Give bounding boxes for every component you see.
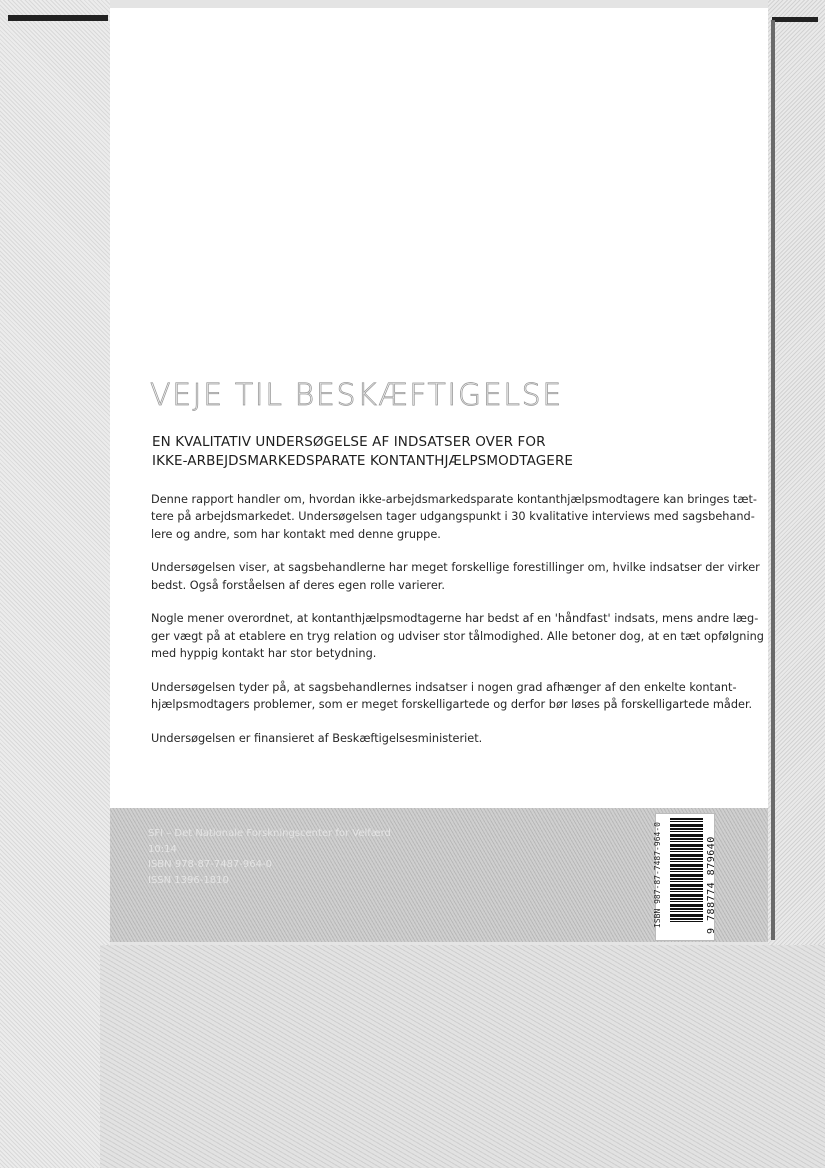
subtitle-line: IKKE-ARBEJDSMARKEDSPARATE KONTANTHJÆLPSMODTAGERE: [152, 453, 574, 469]
text-line: med hyppig kontakt har stor betydning.: [151, 647, 377, 661]
scan-edge-mark: [8, 15, 108, 21]
text-line: tere på arbejdsmarkedet. Undersøgelsen tager udgangspunkt i 30 kvalitative interviews med sagsbehand-: [151, 510, 755, 524]
text-line: bedst. Også forståelsen af deres egen rolle varierer.: [151, 578, 445, 592]
summary-paragraph: [151, 491, 757, 543]
text-line: Undersøgelsen tyder på, at sagsbehandlernes indsatser i nogen grad afhænger af den enkelte kontant-: [151, 680, 737, 694]
text-line: Undersøgelsen er finansieret af Beskæftigelsesministeriet.: [151, 731, 483, 745]
summary-text: [151, 491, 764, 764]
summary-paragraph: [151, 610, 764, 662]
publisher-info: [148, 826, 428, 888]
text-line: lere og andre, som har kontakt med denne gruppe.: [151, 527, 441, 541]
barcode-digits: 9 788774 879640: [706, 836, 717, 934]
text-line: ger vægt på at etablere en tryg relation og udviser stor tålmodighed. Alle betoner dog, at en tæt opfølgning: [151, 629, 764, 643]
report-title: VEJE TIL BESKÆFTIGELSE: [150, 378, 563, 413]
scan-edge-mark: [772, 17, 818, 22]
subtitle-line: EN KVALITATIV UNDERSØGELSE AF INDSATSER OVER FOR: [152, 434, 546, 450]
report-number: 10:14: [148, 843, 177, 855]
barcode-icon: [670, 818, 703, 922]
report-subtitle: [152, 433, 752, 471]
summary-paragraph: [151, 679, 753, 714]
publisher-name: SFI – Det Nationale Forskningscenter for Velfærd: [148, 828, 391, 839]
isbn-line: ISBN 978-87-7487-964-0: [148, 859, 272, 870]
barcode-isbn-text: ISBN 987-87-7487-964-0: [653, 822, 662, 928]
issn-line: ISSN 1396-1810: [148, 874, 229, 886]
page-spine-edge: [771, 20, 775, 940]
text-line: Undersøgelsen viser, at sagsbehandlerne har meget forskellige forestillinger om, hvilke indsatser der virker: [151, 561, 760, 575]
text-line: hjælpsmodtagers problemer, som er meget forskelligartede og derfor bør løses på forskelligartede måder.: [151, 698, 753, 712]
scan-margin-left: [0, 0, 110, 1168]
text-line: Denne rapport handler om, hvordan ikke-arbejdsmarkedsparate kontanthjælpsmodtagere kan bringes tæt-: [151, 493, 757, 506]
summary-paragraph: [151, 559, 760, 594]
summary-paragraph: [151, 730, 723, 747]
text-line: Nogle mener overordnet, at kontanthjælpsmodtagerne har bedst af en 'håndfast' indsats, mens andre læg-: [151, 612, 759, 626]
scan-margin-bottom: [100, 945, 825, 1168]
